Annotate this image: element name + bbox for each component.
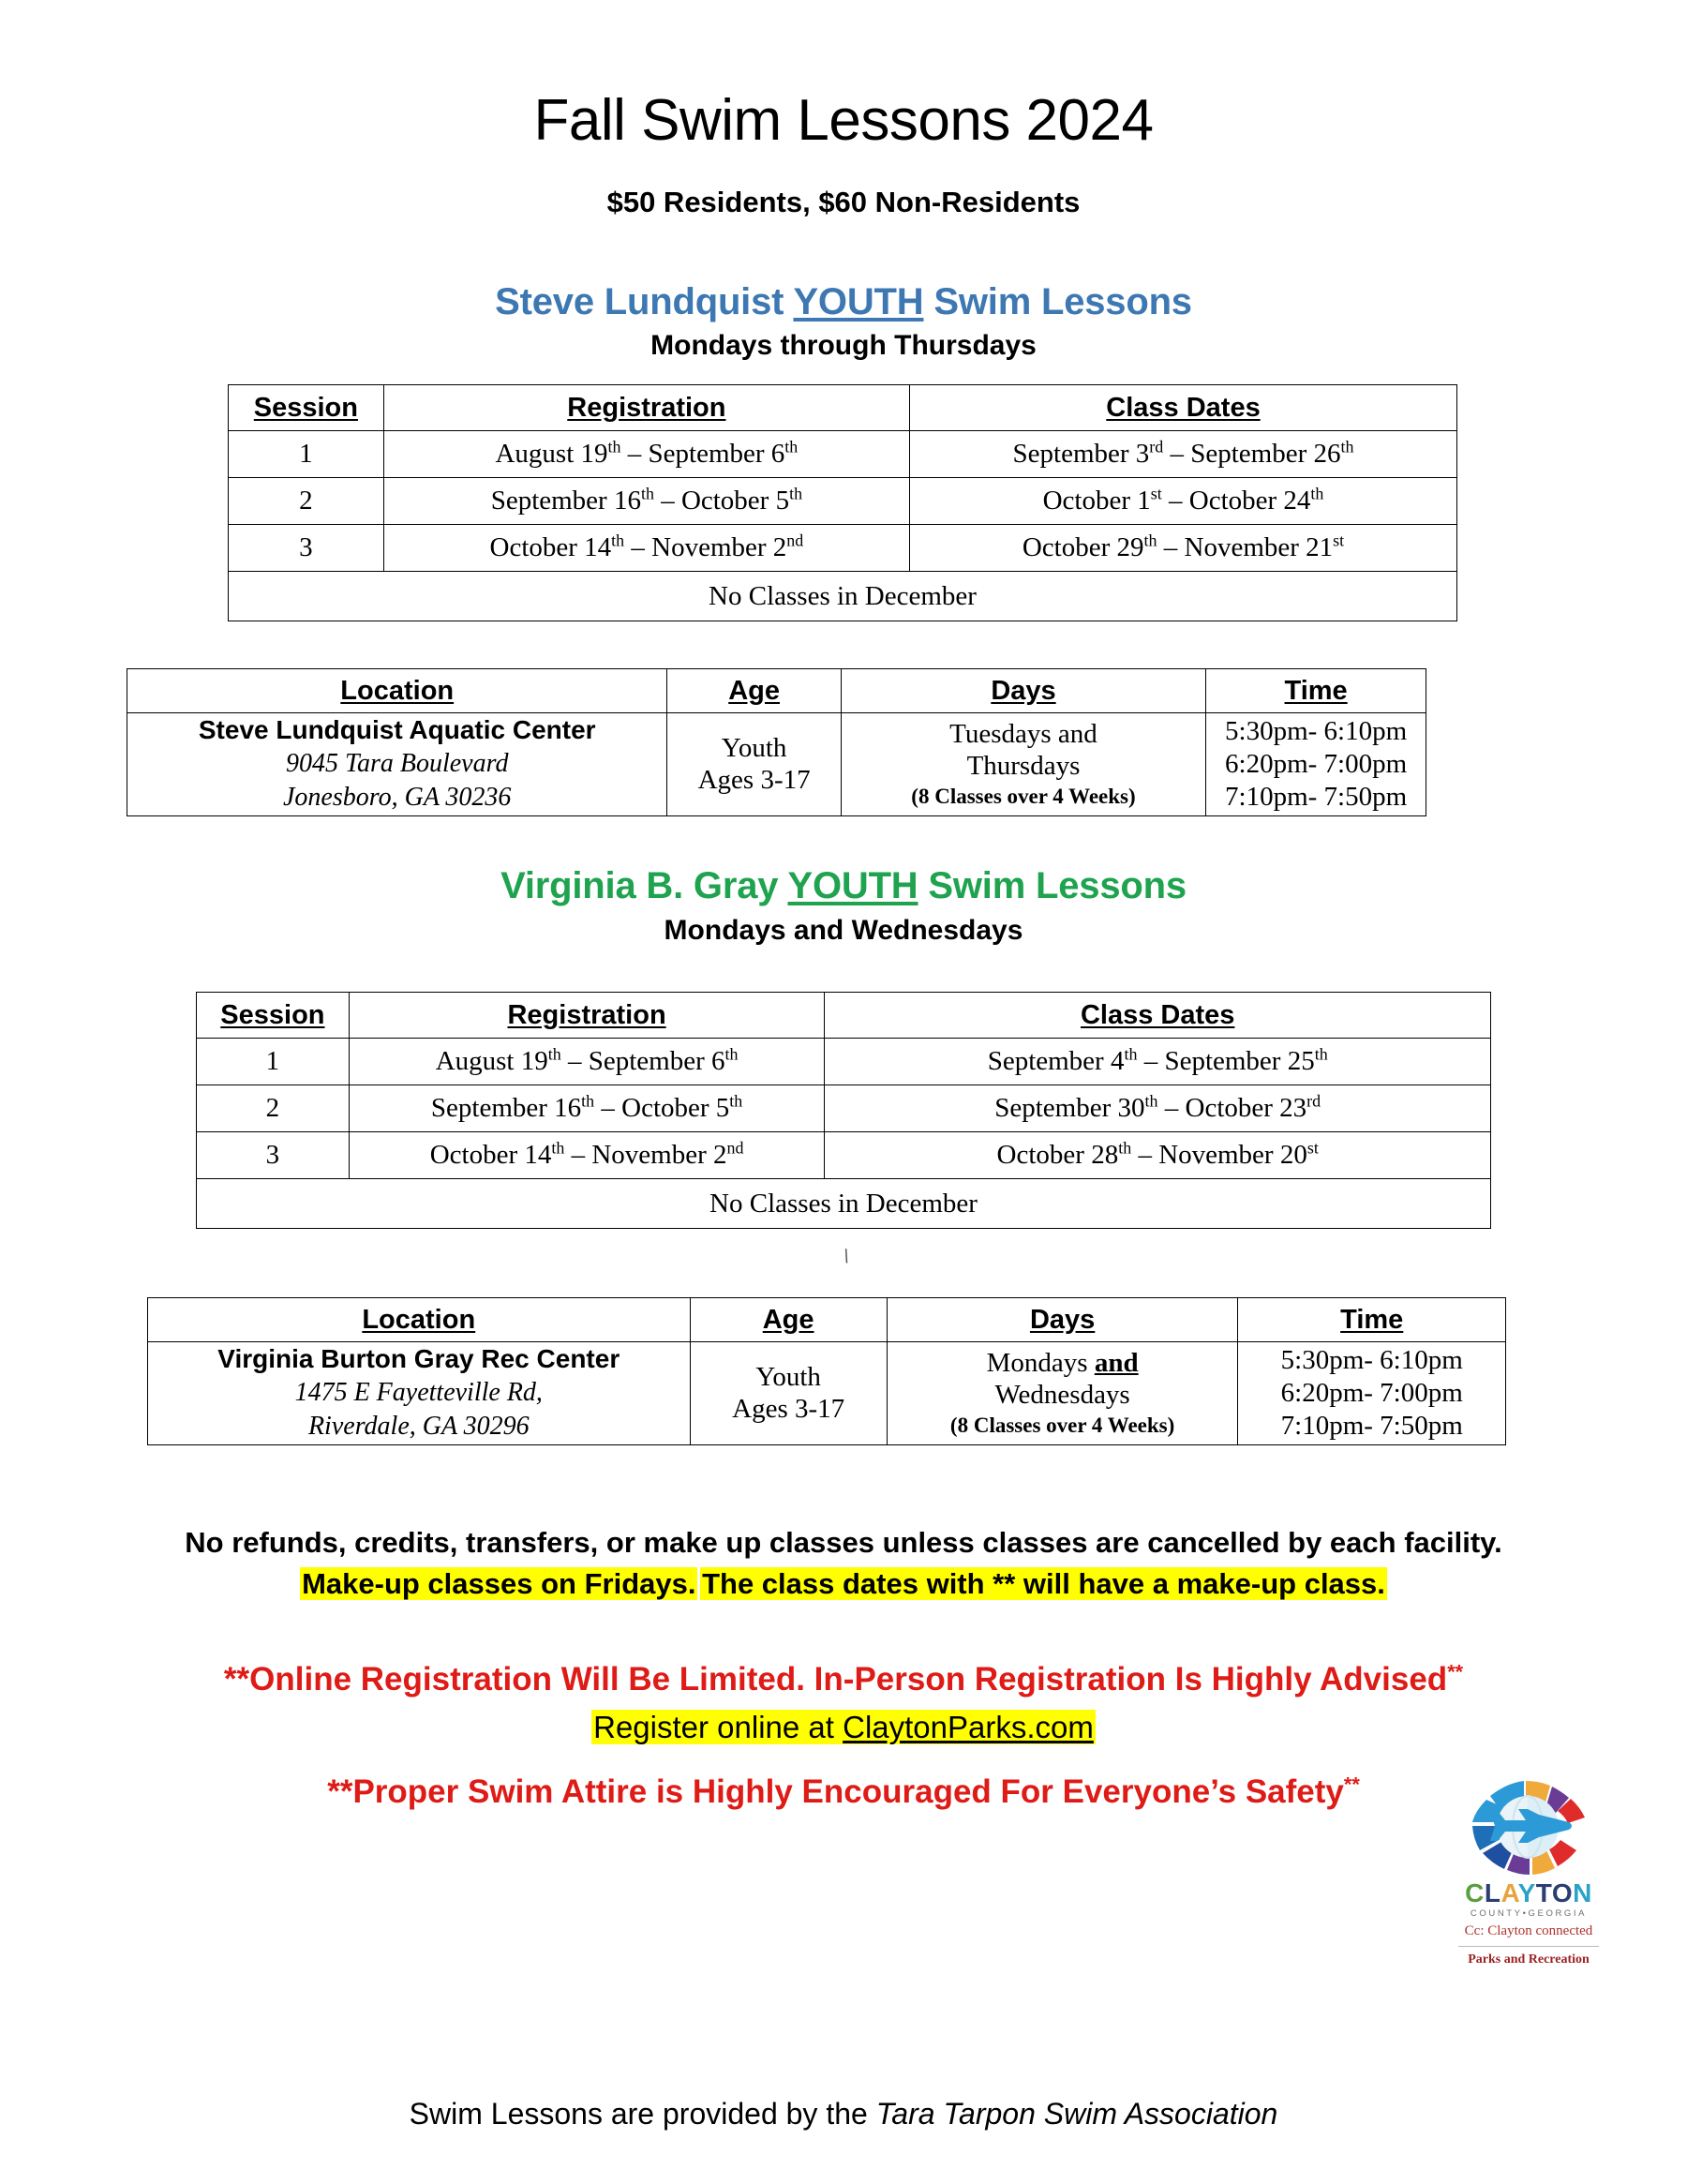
- heading-youth-underlined: YOUTH: [793, 281, 924, 322]
- heading-text-after: Swim Lessons: [918, 865, 1187, 906]
- heading-text-before: Steve Lundquist: [495, 281, 794, 322]
- footer-association-name: Tara Tarpon Swim Association: [875, 2097, 1278, 2131]
- cell-session-number: 2: [197, 1085, 350, 1132]
- column-header-class-dates: Class Dates: [910, 385, 1457, 431]
- section-subheading-steve-lundquist: Mondays through Thursdays: [650, 330, 1037, 361]
- location-name: Virginia Burton Gray Rec Center: [217, 1344, 620, 1373]
- time-slot-3: 7:10pm- 7:50pm: [1280, 1410, 1463, 1441]
- heading-youth-underlined: YOUTH: [787, 865, 918, 906]
- location-street: 1475 E Fayetteville Rd,: [294, 1377, 543, 1407]
- table-header-row: [127, 669, 1426, 713]
- days-line-1-before: Mondays: [986, 1347, 1095, 1378]
- table-row: [197, 1039, 1491, 1085]
- cell-session-number: 2: [229, 478, 384, 525]
- session-table-virginia-gray: [196, 992, 1491, 1229]
- logo-divider: [1458, 1946, 1599, 1947]
- column-header-location: Location: [127, 669, 667, 713]
- column-header-class-dates: Class Dates: [825, 993, 1491, 1039]
- time-slot-3: 7:10pm- 7:50pm: [1225, 781, 1408, 812]
- swim-attire-asterisks: **: [1343, 1772, 1360, 1796]
- heading-text-before: Virginia B. Gray: [500, 865, 788, 906]
- logo-wordmark: CLAYTON: [1465, 1878, 1592, 1907]
- cell-session-number: 3: [197, 1132, 350, 1179]
- column-header-registration: Registration: [383, 385, 909, 431]
- notice-makeup-classes: [0, 1567, 1687, 1601]
- location-city-state-zip: Jonesboro, GA 30236: [283, 783, 512, 813]
- section-heading-steve-lundquist: [0, 281, 1687, 323]
- online-registration-asterisks: **: [1447, 1659, 1464, 1683]
- table-row: [197, 1132, 1491, 1179]
- time-slot-1: 5:30pm- 6:10pm: [1280, 1345, 1463, 1376]
- cell-class-dates: September 30th – October 23rd: [825, 1085, 1491, 1132]
- claytonparks-link[interactable]: ClaytonParks.com: [843, 1710, 1094, 1744]
- days-and-underlined: and: [1094, 1347, 1139, 1378]
- table-row: [229, 478, 1457, 525]
- logo-county-georgia: COUNTY•GEORGIA: [1470, 1908, 1588, 1919]
- time-slot-1: 5:30pm- 6:10pm: [1225, 716, 1408, 747]
- table-row: [197, 1085, 1491, 1132]
- days-line-2: Thursdays: [966, 751, 1081, 782]
- table-header-row: [148, 1298, 1506, 1342]
- cell-registration-dates: August 19th – September 6th: [349, 1039, 825, 1085]
- age-label: Youth: [721, 732, 787, 763]
- table-footer-row: [197, 1179, 1491, 1229]
- column-header-days: Days: [841, 669, 1205, 713]
- notice-refund-policy: No refunds, credits, transfers, or make up classes unless classes are cancelled by each facility.: [185, 1526, 1502, 1559]
- location-city-state-zip: Riverdale, GA 30296: [307, 1412, 530, 1442]
- age-label: Youth: [755, 1361, 821, 1392]
- column-header-age: Age: [667, 669, 841, 713]
- clayton-county-logo: [1432, 1773, 1625, 1967]
- logo-tagline: Cc: Clayton connected: [1464, 1923, 1593, 1938]
- table-row: [229, 431, 1457, 478]
- cell-days: [841, 713, 1205, 816]
- table-footer-row: [229, 572, 1457, 621]
- age-range: Ages 3-17: [732, 1394, 845, 1425]
- scan-artifact-mark: \: [841, 1246, 851, 1268]
- cell-age-range: [690, 1342, 887, 1445]
- table-row: [229, 525, 1457, 572]
- cell-session-number: 1: [197, 1039, 350, 1085]
- cell-registration-dates: October 14th – November 2nd: [383, 525, 909, 572]
- days-line-1: Tuesdays and: [949, 718, 1097, 749]
- column-header-registration: Registration: [349, 993, 825, 1039]
- cell-times: [1206, 713, 1426, 816]
- days-line-2: Wednesdays: [994, 1380, 1130, 1411]
- footer-prefix: Swim Lessons are provided by the: [409, 2097, 876, 2131]
- time-slot-2: 6:20pm- 7:00pm: [1280, 1377, 1463, 1408]
- column-header-age: Age: [690, 1298, 887, 1342]
- cell-class-dates: October 1st – October 24th: [910, 478, 1457, 525]
- cell-registration-dates: September 16th – October 5th: [349, 1085, 825, 1132]
- footer-provider-note: [0, 2097, 1687, 2132]
- swim-attire-text: **Proper Swim Attire is Highly Encouraged For Everyone’s Safety: [327, 1773, 1344, 1810]
- pricing-subtitle: $50 Residents, $60 Non-Residents: [606, 186, 1081, 218]
- age-range: Ages 3-17: [697, 765, 811, 796]
- column-header-time: Time: [1238, 1298, 1506, 1342]
- section-heading-virginia-gray: [0, 865, 1687, 907]
- location-street: 9045 Tara Boulevard: [285, 748, 509, 778]
- register-prefix: Register online at: [593, 1710, 844, 1744]
- online-registration-text: **Online Registration Will Be Limited. In-Person Registration Is Highly Advised: [223, 1661, 1448, 1698]
- days-class-count-note: (8 Classes over 4 Weeks): [911, 785, 1136, 809]
- column-header-location: Location: [148, 1298, 691, 1342]
- days-class-count-note: (8 Classes over 4 Weeks): [949, 1414, 1175, 1438]
- time-slot-2: 6:20pm- 7:00pm: [1225, 748, 1408, 779]
- table-row: [127, 713, 1426, 816]
- notice-register-online: [0, 1710, 1687, 1745]
- session-table-steve-lundquist: [228, 384, 1457, 621]
- column-header-session: Session: [197, 993, 350, 1039]
- cell-no-classes-note: No Classes in December: [229, 572, 1457, 621]
- column-header-time: Time: [1206, 669, 1426, 713]
- table-header-row: [197, 993, 1491, 1039]
- register-online-line: [591, 1710, 1096, 1744]
- table-header-row: [229, 385, 1457, 431]
- section-subheading-virginia-gray: Mondays and Wednesdays: [664, 915, 1023, 946]
- location-name: Steve Lundquist Aquatic Center: [198, 715, 596, 744]
- cell-session-number: 1: [229, 431, 384, 478]
- cell-times: [1238, 1342, 1506, 1445]
- cell-registration-dates: August 19th – September 6th: [383, 431, 909, 478]
- cell-registration-dates: September 16th – October 5th: [383, 478, 909, 525]
- makeup-highlight-part-2: The class dates with ** will have a make-up class.: [702, 1567, 1385, 1600]
- table-row: [148, 1342, 1506, 1445]
- cell-session-number: 3: [229, 525, 384, 572]
- heading-text-after: Swim Lessons: [923, 281, 1192, 322]
- cell-class-dates: September 3rd – September 26th: [910, 431, 1457, 478]
- cell-class-dates: October 29th – November 21st: [910, 525, 1457, 572]
- cell-location-address: [148, 1342, 691, 1445]
- cell-class-dates: October 28th – November 20st: [825, 1132, 1491, 1179]
- makeup-highlight-part-1: Make-up classes on Fridays.: [302, 1567, 696, 1600]
- column-header-session: Session: [229, 385, 384, 431]
- cell-days: [887, 1342, 1238, 1445]
- cell-location-address: [127, 713, 667, 816]
- notice-online-registration: [0, 1661, 1687, 1698]
- cell-class-dates: September 4th – September 25th: [825, 1039, 1491, 1085]
- page-title: Fall Swim Lessons 2024: [533, 88, 1154, 153]
- location-table-steve-lundquist: [127, 668, 1426, 816]
- clayton-globe-airplane-icon: [1458, 1773, 1599, 1878]
- logo-department: Parks and Recreation: [1468, 1952, 1590, 1967]
- cell-no-classes-note: No Classes in December: [197, 1179, 1491, 1229]
- location-table-virginia-gray: [147, 1297, 1506, 1445]
- cell-age-range: [667, 713, 841, 816]
- cell-registration-dates: October 14th – November 2nd: [349, 1132, 825, 1179]
- column-header-days: Days: [887, 1298, 1238, 1342]
